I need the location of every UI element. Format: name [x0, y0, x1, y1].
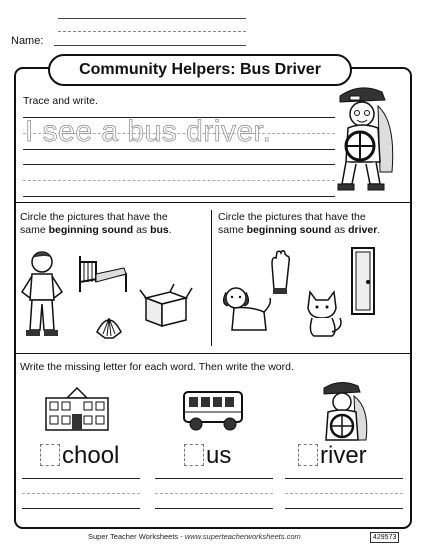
name-field-line[interactable] — [54, 45, 246, 46]
circle-right-end: . — [377, 224, 381, 236]
footer-url[interactable]: www.superteacherworksheets.com — [184, 532, 301, 541]
missing-letter-box-3[interactable] — [298, 444, 318, 466]
bus-driver-illustration — [330, 82, 400, 197]
word-river: river — [320, 442, 367, 469]
word1-write-mid — [22, 493, 140, 494]
word2-write-mid — [155, 493, 273, 494]
shell-picture[interactable] — [95, 312, 123, 340]
circle-left-end: . — [168, 224, 172, 236]
circle-left-instruction — [20, 211, 210, 237]
dog-picture[interactable] — [220, 284, 275, 336]
section-divider-top — [14, 202, 412, 203]
bed-picture[interactable] — [76, 252, 131, 297]
circle-left-bold: beginning sound — [48, 224, 134, 236]
write-base-line[interactable] — [23, 196, 335, 197]
trace-text: I see a bus driver. — [25, 115, 272, 148]
circle-right-instruction — [218, 211, 408, 237]
footer-brand: Super Teacher Worksheets — [88, 532, 179, 541]
word3-write-mid — [285, 493, 403, 494]
name-label: Name: — [11, 35, 44, 47]
word-us: us — [206, 442, 232, 469]
school-picture — [42, 384, 112, 432]
trace-base-line — [23, 149, 335, 150]
circle-right-pre: same — [218, 224, 247, 236]
missing-letter-box-2[interactable] — [184, 444, 204, 466]
footer-separator: - — [178, 532, 185, 541]
door-picture[interactable] — [350, 246, 376, 316]
circle-left-pre: same — [20, 224, 49, 236]
circle-left-mid: as — [133, 224, 151, 236]
word2-write-top[interactable] — [155, 478, 273, 479]
bus-picture — [182, 388, 248, 432]
write-mid-line — [23, 180, 335, 181]
circle-left-word: bus — [150, 224, 169, 236]
section-divider-bottom — [14, 353, 412, 354]
word1-write-top[interactable] — [22, 478, 140, 479]
word-chool: chool — [62, 442, 120, 469]
circle-left-line1: Circle the pictures that have the — [20, 211, 168, 223]
write-top-line[interactable] — [23, 164, 335, 165]
header-dashed-line — [58, 31, 246, 32]
page-title: Community Helpers: Bus Driver — [48, 54, 352, 86]
header-top-line — [58, 18, 246, 19]
circle-right-line1: Circle the pictures that have the — [218, 211, 366, 223]
word1-write-base[interactable] — [22, 508, 140, 509]
circle-left-line2 — [20, 224, 210, 237]
missing-letter-instruction: Write the missing letter for each word. Then write the word. — [20, 361, 294, 373]
cat-picture[interactable] — [304, 288, 344, 338]
circle-right-word: driver — [348, 224, 378, 236]
circle-right-line2 — [218, 224, 408, 237]
box-picture[interactable] — [140, 284, 192, 328]
footer-credit — [88, 532, 301, 541]
circle-right-mid: as — [331, 224, 349, 236]
trace-instruction: Trace and write. — [23, 95, 98, 107]
boy-picture[interactable] — [20, 248, 65, 340]
word2-write-base[interactable] — [155, 508, 273, 509]
driver-picture — [316, 378, 372, 442]
word3-write-top[interactable] — [285, 478, 403, 479]
circle-right-bold: beginning sound — [246, 224, 332, 236]
word3-write-base[interactable] — [285, 508, 403, 509]
worksheet-code: 429573 — [370, 532, 399, 543]
missing-letter-box-1[interactable] — [40, 444, 60, 466]
section-divider-vertical — [211, 210, 212, 346]
